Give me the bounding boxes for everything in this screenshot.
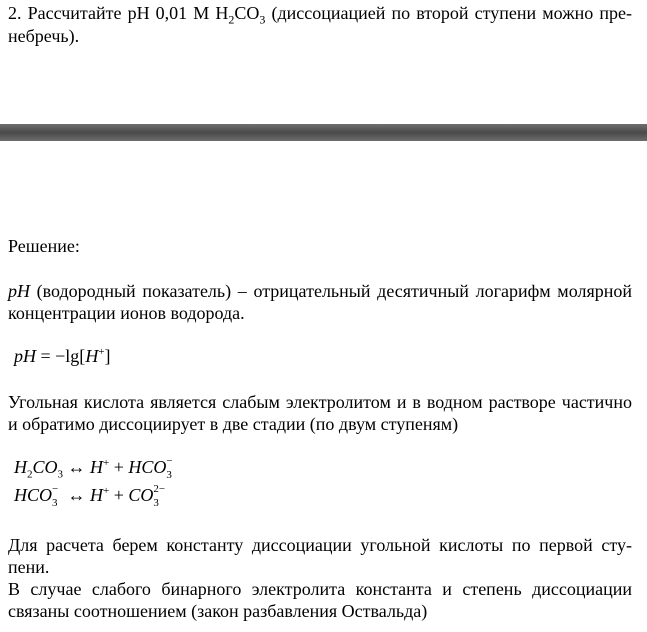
eq2-plus-charge: + — [103, 485, 110, 497]
eq2-sub3b: 3 — [153, 496, 159, 509]
ph-term: pH — [8, 281, 30, 301]
eq1-co: CO — [32, 457, 58, 477]
page-top — [0, 0, 647, 124]
calculation-text: Для расчета берем константу диссоциации угольной кислоты по первой сту-пени. — [8, 535, 632, 577]
ph-definition — [8, 280, 632, 324]
eq1-plus-charge: + — [103, 457, 110, 469]
problem-statement — [8, 2, 632, 48]
ph-formula — [14, 345, 111, 367]
eq1-hco: HCO — [128, 457, 167, 477]
eq1-sub3: 3 — [57, 468, 64, 481]
eq2-supsub-2 — [153, 482, 171, 509]
eq2-plus: + — [109, 485, 129, 505]
subscript-2: 2 — [228, 12, 235, 27]
eq1-arrow: ↔ — [63, 457, 91, 477]
eq2-charge-2minus: 2− — [153, 482, 166, 495]
eq1-hplus: H — [90, 457, 104, 477]
dissociation-equation-2 — [14, 484, 171, 508]
subscript-3: 3 — [259, 12, 266, 27]
ph-definition-text: (водородный показатель) – отрицательный десятичный логарифм молярной концентрации ионов водорода. — [8, 281, 632, 323]
eq2-minus-charge: − — [52, 482, 59, 495]
eq1-plus: + — [109, 457, 129, 477]
page-separator — [0, 124, 647, 141]
eq1-sub2: 2 — [27, 468, 33, 481]
eq2-co: CO — [128, 485, 154, 505]
problem-text-co: CO — [234, 3, 260, 23]
ph-formula-rhs: = −lg[ — [36, 346, 86, 366]
dissociation-description: Угольная кислота является слабым электролитом и в водном растворе частично и обратимо диссоциирует в две стадии (по двум ступеням) — [8, 392, 632, 434]
ph-formula-charge: + — [98, 346, 105, 358]
eq2-hco: HCO — [14, 485, 53, 505]
eq2-hplus: H — [90, 485, 104, 505]
eq1-minus-charge: − — [166, 454, 173, 467]
problem-number: 2. — [8, 3, 22, 23]
solution-title: Решение: — [8, 236, 80, 256]
ph-formula-close: ] — [104, 346, 111, 366]
eq2-sub3: 3 — [52, 496, 58, 509]
eq1-h: H — [14, 457, 27, 477]
problem-text-end: (диссоциацией по второй ступени можно пре-небречь). — [8, 3, 632, 46]
eq1-sub3b: 3 — [166, 468, 172, 481]
eq2-arrow: ↔ — [63, 485, 91, 505]
problem-text-start: Рассчитайте pH 0,01 M H — [21, 3, 229, 23]
eq1-supsub — [166, 454, 177, 481]
ph-formula-lhs: pH — [14, 346, 36, 366]
ostwald-text: В случае слабого бинарного электролита константа и степень диссоциации связаны соотношением (закон разбавления Оствальда) — [8, 579, 632, 621]
dissociation-equation-1 — [14, 456, 177, 480]
eq2-supsub — [52, 482, 63, 509]
ph-formula-h: H — [85, 346, 99, 366]
